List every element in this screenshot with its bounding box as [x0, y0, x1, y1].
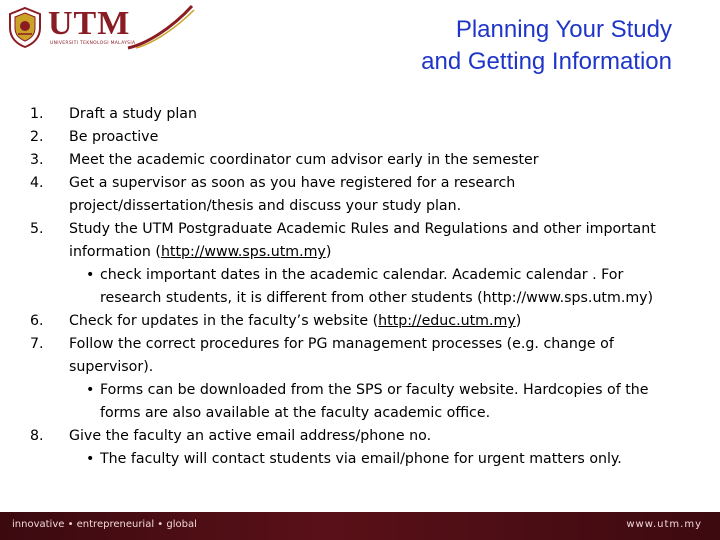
- item-text: ): [515, 313, 522, 329]
- item-number: 8.: [30, 428, 44, 444]
- sub-bullet-8: [30, 448, 690, 471]
- item-text: Study the UTM Postgraduate Academic Rules and Regulations and other important: [69, 221, 656, 237]
- item-text: ): [325, 244, 332, 260]
- item-text: Draft a study plan: [69, 106, 197, 122]
- sub-item-text: forms are also available at the faculty academic office.: [100, 405, 491, 421]
- item-text: Check for updates in the faculty’s website (: [69, 313, 379, 329]
- faculty-website-link[interactable]: http://educ.utm.my: [378, 313, 516, 329]
- item-number: 3.: [30, 152, 44, 168]
- list-item-4: [30, 172, 690, 218]
- study-tips-list: [30, 103, 690, 471]
- item-text-with-link: [69, 241, 690, 264]
- footer-tagline: innovative • entrepreneurial • global: [12, 519, 197, 530]
- item-text: Give the faculty an active email address/phone no.: [69, 428, 432, 444]
- footer-bar: [0, 512, 720, 540]
- footer-website-link[interactable]: www.utm.my: [626, 519, 702, 530]
- item-number: 4.: [30, 175, 44, 191]
- item-text: Get a supervisor as soon as you have registered for a research: [69, 175, 516, 191]
- logo-subtitle: UNIVERSITI TEKNOLOGI MALAYSIA: [50, 41, 136, 46]
- list-item-8: [30, 425, 690, 448]
- sub-item-text: The faculty will contact students via email/phone for urgent matters only.: [100, 451, 622, 467]
- item-text: supervisor).: [69, 359, 154, 375]
- list-item-5: [30, 218, 690, 264]
- bullet-icon: •: [86, 451, 95, 467]
- item-text: Follow the correct procedures for PG management processes (e.g. change of: [69, 336, 614, 352]
- list-item-2: [30, 126, 690, 149]
- list-item-6: [30, 310, 690, 333]
- bullet-icon: •: [86, 382, 95, 398]
- item-text-with-link: [69, 310, 690, 333]
- list-item-7: [30, 333, 690, 379]
- item-text: Meet the academic coordinator cum advisor early in the semester: [69, 152, 539, 168]
- list-item-3: [30, 149, 690, 172]
- utm-logo: [6, 4, 206, 50]
- page-title: [421, 14, 672, 78]
- item-number: 2.: [30, 129, 44, 145]
- sub-item-text: Forms can be downloaded from the SPS or faculty website. Hardcopies of the: [100, 382, 649, 398]
- sub-item-text: research students, it is different from other students (http://www.sps.utm.my): [100, 290, 654, 306]
- bullet-icon: •: [86, 267, 95, 283]
- list-item-1: [30, 103, 690, 126]
- item-text: project/dissertation/thesis and discuss your study plan.: [69, 198, 462, 214]
- sub-bullet-7: [30, 379, 690, 425]
- sub-bullet-5: [30, 264, 690, 310]
- swoosh-decoration-icon: [126, 4, 196, 50]
- item-number: 7.: [30, 336, 44, 352]
- utm-crest-icon: [6, 6, 44, 48]
- item-text: information (: [69, 244, 161, 260]
- item-text: Be proactive: [69, 129, 159, 145]
- item-number: 6.: [30, 313, 44, 329]
- sub-item-text: check important dates in the academic calendar. Academic calendar . For: [100, 267, 624, 283]
- item-number: 1.: [30, 106, 44, 122]
- item-number: 5.: [30, 221, 44, 237]
- title-line-1: Planning Your Study: [455, 16, 672, 43]
- sps-website-link[interactable]: http://www.sps.utm.my: [160, 244, 326, 260]
- title-line-2: and Getting Information: [421, 48, 672, 75]
- logo-wordmark: UTM: [48, 5, 131, 42]
